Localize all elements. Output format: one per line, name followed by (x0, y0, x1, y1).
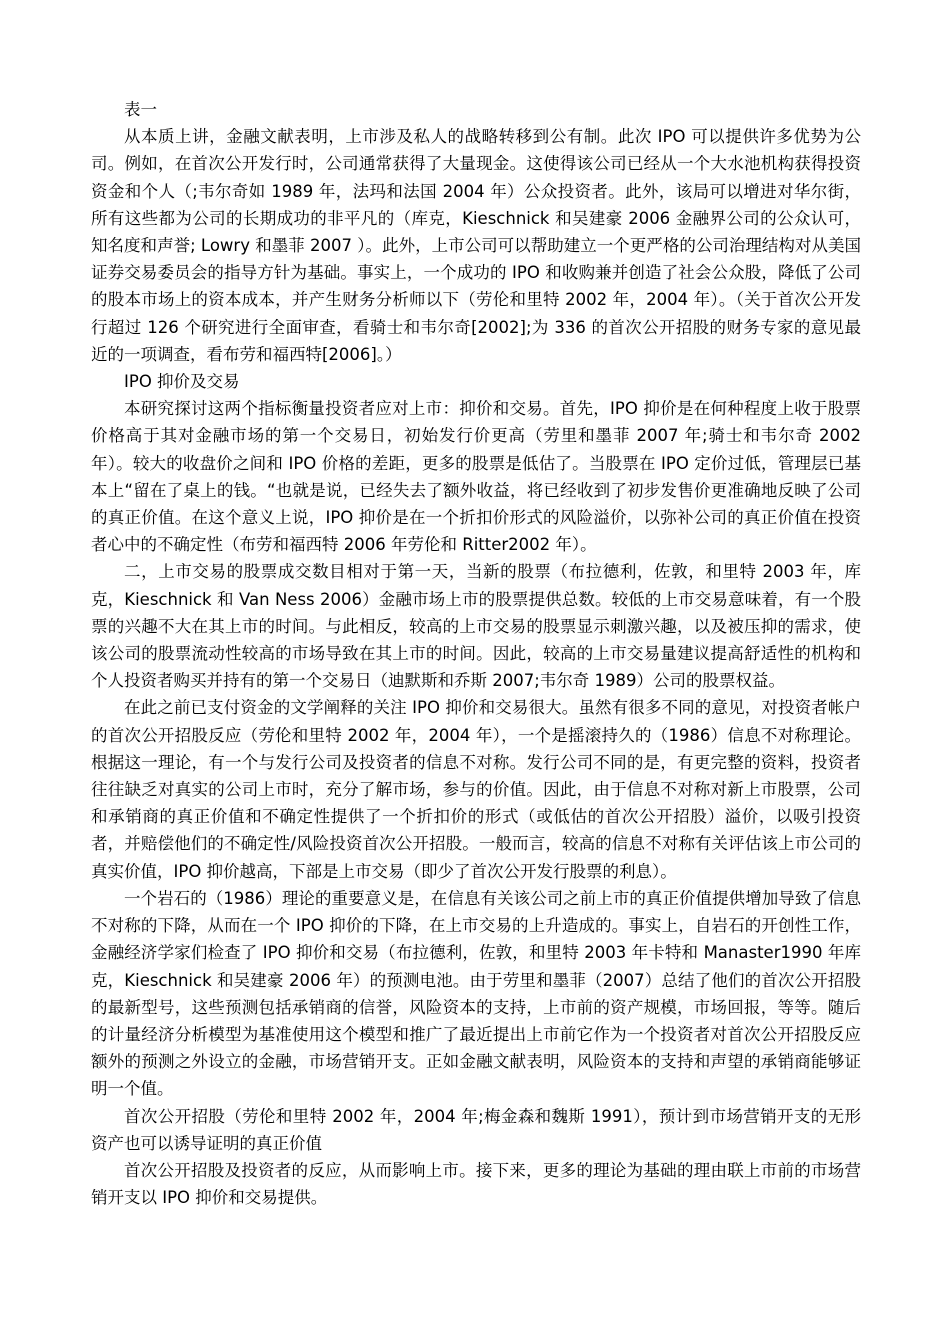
section-heading-ipo-underpricing: IPO 抑价及交易 (124, 372, 240, 392)
table-label: 表一 (124, 100, 157, 119)
paragraph-investor-response: 首次公开招股及投资者的反应，从而影响上市。接下来，更多的理论为基础的理由联上市前的市场营销开支以 IPO 抑价和交易提供。 (91, 1160, 861, 1208)
paragraph-literature: 在此之前已支付资金的文学阐释的关注 IPO 抑价和交易很大。虽然有很多不同的意见，对投资者帐户的首次公开招股反应（劳伦和里特 2002 年，2004 年），一个是摇滚持久的（1986）信息不对称理论。根据这一理论，有一个与发行公司及投资者的信息不对称。发行公司不同的是，有更完整的资料，投资者往往缺乏对真实的公司上市时，充分了解市场，参与的价值。因此，由于信息不对称对新上市股票，公司和承销商的真正价值和不确定性提供了一个折扣价的形式（或低估的首次公开招股）溢价，以吸引投资者，并赔偿他们的不确定性/风险投资首次公开招股。一般而言，较高的信息不对称有关评估该上市公司的真实价值，IPO 抑价越高，下部是上市交易（即少了首次公开发行股票的利息）。 (91, 698, 861, 881)
paragraph-trading: 二，上市交易的股票成交数目相对于第一天，当新的股票（布拉德利，佐敦，和里特 2003 年，库克，Kieschnick 和 Van Ness 2006）金融市场上市的股票提供总数。较低的上市交易意味着，有一个股票的兴趣不大在其上市的时间。与此相反，较高的上市交易的股票显示刺激兴趣，以及被压抑的需求，使该公司的股票流动性较高的市场导致在其上市的时间。因此，较高的上市交易量建议提高舒适性的机构和个人投资者购买并持有的第一个交易日（迪默斯和乔斯 2007;韦尔奇 1989）公司的股票权益。 (91, 562, 861, 691)
paragraph-intro: 从本质上讲，金融文献表明，上市涉及私人的战略转移到公有制。此次 IPO 可以提供许多优势为公司。例如，在首次公开发行时，公司通常获得了大量现金。这使得该公司已经从一个大水池机构获得投资资金和个人（;韦尔奇如 1989 年，法玛和法国 2004 年）公众投资者。此外，该局可以增进对华尔街，所有这些都为公司的长期成功的非平凡的（库克，Kieschnick 和吴建豪 2006 金融界公司的公众认可，知名度和声誉; Lowry 和墨菲 2007 ）。此外，上市公司可以帮助建立一个更严格的公司治理结构对从美国证券交易委员会的指导方针为基础。事实上，一个成功的 IPO 和收购兼并创造了社会公众股，降低了公司的股本市场上的资本成本，并产生财务分析师以下（劳伦和里特 2002 年，2004 年）。（关于首次公开发行超过 126 个研究进行全面审查，看骑士和韦尔奇[2002];为 336 的首次公开招股的财务专家的意见最近的一项调查，看布劳和福西特[2006]。） (91, 127, 861, 364)
paragraph-rock-theory: 一个岩石的（1986）理论的重要意义是，在信息有关该公司之前上市的真正价值提供增加导致了信息不对称的下降，从而在一个 IPO 抑价的下降，在上市交易的上升造成的。事实上，自岩石的开创性工作，金融经济学家们检查了 IPO 抑价和交易（布拉德利，佐敦，和里特 2003 年卡特和 Manaster1990 年库克，Kieschnick 和吴建豪 2006 年）的预测电池。由于劳里和墨菲（2007）总结了他们的首次公开招股的最新型号，这些预测包括承销商的信誉，风险资本的支持，上市前的资产规模，市场回报，等等。随后的计量经济分析模型为基准使用这个模型和推广了最近提出上市前它作为一个投资者对首次公开招股反应额外的预测之外设立的金融，市场营销开支。正如金融文献表明，风险资本的支持和声望的承销商能够证明一个值。 (91, 888, 861, 1099)
paragraph-ipo-marketing: 首次公开招股（劳伦和里特 2002 年，2004 年;梅金森和魏斯 1991），预计到市场营销开支的无形资产也可以诱导证明的真正价值 (91, 1106, 861, 1153)
paragraph-underpricing: 本研究探讨这两个指标衡量投资者应对上市：抑价和交易。首先，IPO 抑价是在何种程度上收于股票价格高于其对金融市场的第一个交易日，初始发行价更高（劳里和墨菲 2007 年;骑士和韦尔奇 2002 年）。较大的收盘价之间和 IPO 价格的差距，更多的股票是低估了。当股票在 IPO 定价过低，管理层已基本上“留在了桌上的钱。“也就是说，已经失去了额外收益，将已经收到了初步发售价更准确地反映了公司的真正价值。在这个意义上说，IPO 抑价是在一个折扣价形式的风险溢价，以弥补公司的真正价值在投资者心中的不确定性（布劳和福西特 2006 年劳伦和 Ritter2002 年）。 (91, 399, 861, 555)
document-body (91, 96, 861, 1211)
